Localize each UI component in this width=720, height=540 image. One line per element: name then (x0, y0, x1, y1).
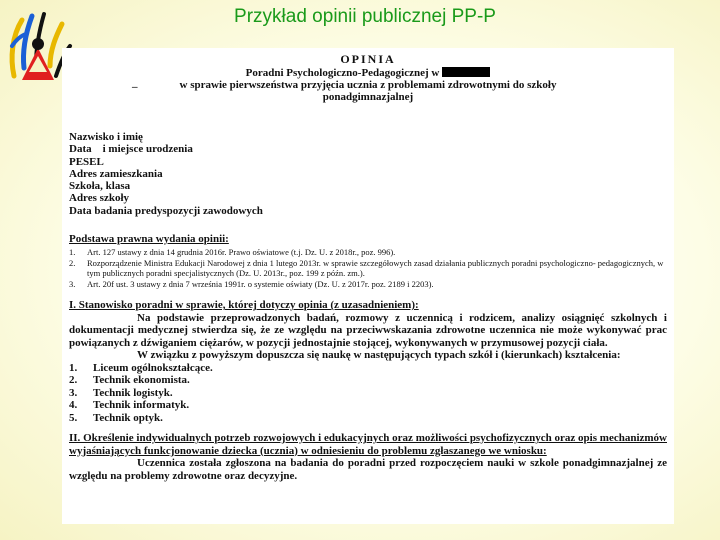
section-1 (69, 299, 667, 482)
opinion-document (62, 48, 674, 524)
header-line-1-text: Poradni Psychologiczno-Pedagogicznej w (245, 67, 440, 79)
list-item-number: 3. (69, 278, 76, 289)
list-item (69, 258, 674, 279)
list-item-text: Technik logistyk. (93, 386, 173, 399)
legal-basis (69, 233, 674, 289)
list-item-number: 2. (69, 374, 78, 387)
field-label: Adres zamieszkania (69, 167, 163, 180)
list-item-text: Liceum ogólnokształcące. (93, 361, 213, 374)
list-item-text: Art. 20f ust. 3 ustawy z dnia 7 września 1991r. o systemie oświaty (Dz. U. z 2017r. poz. 2189 i 2203). (87, 278, 434, 289)
section-1-paragraph-2-text: W związku z powyższym dopuszcza się naukę w następujących typach szkół i (kierunkach) kształcenia: (137, 349, 621, 362)
paragraph-indent (69, 349, 137, 361)
list-item (69, 362, 667, 375)
list-item-number: 3. (69, 386, 78, 399)
list-item-number: 4. (69, 399, 78, 412)
legal-basis-list (69, 247, 674, 289)
list-item (69, 412, 667, 425)
paragraph-indent (69, 312, 137, 324)
section-2-paragraph-text: Uczennica została zgłoszona na badania do poradni przed rozpoczęciem nauki w szkole ponadgimnazjalnej ze względu na problemy zdrowotne oraz decyzyjne. (69, 457, 667, 482)
list-item (69, 247, 674, 258)
list-item-text: Technik optyk. (93, 411, 163, 424)
field-label: Adres szkoły (69, 192, 129, 205)
list-item-text: Technik informatyk. (93, 399, 190, 412)
header-line-2: w sprawie pierwszeństwa przyjęcia ucznia z problemami zdrowotnymi do szkoły (179, 79, 557, 91)
list-item (69, 279, 674, 290)
redacted-block (442, 67, 490, 77)
list-item (69, 374, 667, 387)
legal-basis-title: Podstawa prawna wydania opinii: (69, 233, 229, 246)
header-dash: – (132, 81, 138, 93)
header-line-1 (62, 67, 674, 79)
paragraph-indent (69, 457, 137, 469)
field-label: PESEL (69, 155, 104, 168)
field-label: Data i miejsce urodzenia (69, 143, 193, 156)
school-types-list (69, 362, 667, 425)
slide-title: Przykład opinii publicznej PP-P (234, 6, 496, 27)
list-item-text: Rozporządzenie Ministra Edukacji Narodowej z dnia 1 lutego 2013r. w sprawie szczegółowych zasad działania publicznych poradni psychologiczno- pedagogicznych, w tym publicznych poradni specjalistycznych (Dz. U. 2013r., poz. 199 z późn. zm.). (87, 257, 664, 279)
list-item-number: 2. (69, 257, 76, 268)
list-item-text: Art. 127 ustawy z dnia 14 grudnia 2016r. Prawo oświatowe (t.j. Dz. U. z 2018r., poz. 996). (87, 247, 396, 258)
document-header (62, 52, 674, 103)
section-2-title: II. Określenie indywidualnych potrzeb rozwojowych i edukacyjnych oraz możliwości psychofizycznych oraz opis mechanizmów wyjaśniających funkcjonowanie dziecka (ucznia) w odniesieniu do problemu zgłaszanego we wniosku: (69, 432, 667, 457)
list-item (69, 387, 667, 400)
section-1-paragraph-text: Na podstawie przeprowadzonych badań, rozmowy z uczennicą i rodzicem, analizy osiągnięć szkolnych i dokumentacji medycznej stwierdza się, że ze względu na przeciwwskazania zdrowotne uczennica nie może wykonywać prac powiązanych z dźwiganiem ciężarów, w pozycji jednostajnie stojącej, wykonywanych w przymusowej pozycji ciała. (69, 311, 667, 349)
field-label: Nazwisko i imię (69, 131, 143, 143)
list-item-number: 5. (69, 411, 78, 424)
section-1-paragraph-2 (69, 349, 667, 362)
header-line-3: ponadgimnazjalnej (322, 91, 414, 103)
field-label: Data badania predyspozycji zawodowych (69, 204, 263, 217)
section-1-title: I. Stanowisko poradni w sprawie, której dotyczy opinia (z uzasadnieniem): (69, 299, 419, 312)
personal-fields (69, 131, 674, 217)
section-1-paragraph (69, 312, 667, 350)
section-2-paragraph (69, 457, 667, 482)
list-item-number: 1. (69, 361, 78, 374)
field-label: Szkoła, klasa (69, 180, 131, 193)
list-item-text: Technik ekonomista. (93, 374, 190, 387)
list-item (69, 399, 667, 412)
list-item-number: 1. (69, 247, 76, 258)
document-title: OPINIA (340, 52, 396, 66)
